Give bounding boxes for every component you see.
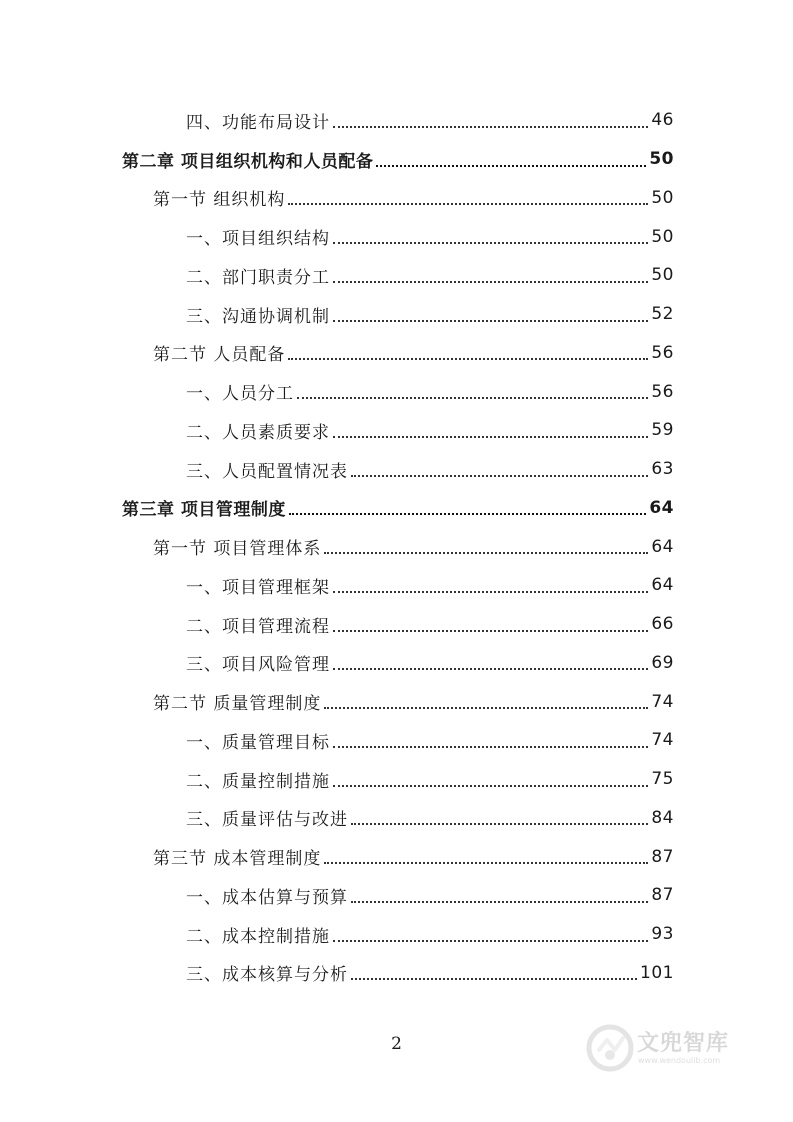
toc-dot-leader [376,164,646,167]
toc-entry-page: 46 [651,110,674,131]
toc-entry-page: 64 [649,497,674,518]
toc-entry-label: 二、成本控制措施 [186,926,330,947]
toc-entry-label: 第二节 人员配备 [153,345,286,366]
watermark-logo-icon [585,1020,635,1076]
toc-dot-leader [324,861,648,864]
toc-subsection-entry[interactable] [0,217,793,256]
toc-entry-label: 二、人员素质要求 [186,422,330,443]
toc-entry-label: 一、人员分工 [186,384,294,405]
toc-entry-page: 56 [651,342,674,363]
toc-dot-leader [333,629,648,632]
page-number: 2 [391,1034,402,1054]
toc-subsection-entry[interactable] [0,799,793,838]
toc-entry-label: 一、质量管理目标 [186,732,330,753]
toc-entry-page: 74 [651,691,674,712]
toc-dot-leader [333,241,648,244]
toc-dot-leader [333,590,648,593]
toc-entry-page: 101 [640,962,674,983]
toc-dot-leader [288,357,648,360]
toc-section-entry[interactable] [0,682,793,721]
toc-dot-leader [351,474,648,477]
toc-subsection-entry[interactable] [0,915,793,954]
toc-subsection-entry[interactable] [0,372,793,411]
toc-subsection-entry[interactable] [0,101,793,140]
toc-dot-leader [288,202,648,205]
toc-entry-page: 50 [651,265,674,286]
toc-dot-leader [333,784,648,787]
toc-dot-leader [333,939,648,942]
toc-dot-leader [351,977,637,980]
toc-dot-leader [351,900,648,903]
toc-entry-label: 二、项目管理流程 [186,616,330,637]
toc-entry-label: 一、成本估算与预算 [186,887,348,908]
toc-entry-page: 93 [651,924,674,945]
toc-subsection-entry[interactable] [0,876,793,915]
watermark [585,1018,760,1078]
toc-entry-page: 64 [651,575,674,596]
toc-entry-page: 50 [649,149,674,170]
toc-section-entry[interactable] [0,527,793,566]
toc-entry-page: 50 [651,226,674,247]
toc-entry-label: 四、功能布局设计 [186,112,330,133]
toc-entry-page: 75 [651,769,674,790]
toc-subsection-entry[interactable] [0,605,793,644]
toc-dot-leader [333,667,648,670]
toc-dot-leader [297,396,648,399]
toc-entry-label: 第一节 组织机构 [153,190,286,211]
toc-entry-page: 74 [651,730,674,751]
toc-entry-page: 50 [651,187,674,208]
toc-entry-label: 第二章 项目组织机构和人员配备 [122,151,374,172]
toc-dot-leader [351,822,648,825]
toc-subsection-entry[interactable] [0,295,793,334]
toc-subsection-entry[interactable] [0,450,793,489]
toc-entry-page: 87 [651,885,674,906]
toc-entry-page: 64 [651,536,674,557]
toc-entry-label: 三、项目风险管理 [186,655,330,676]
toc-entry-label: 三、质量评估与改进 [186,810,348,831]
toc-entry-label: 第三章 项目管理制度 [122,500,286,521]
toc-subsection-entry[interactable] [0,411,793,450]
toc-entry-page: 87 [651,846,674,867]
toc-subsection-entry[interactable] [0,566,793,605]
toc-entry-page: 56 [651,381,674,402]
toc-entry-label: 一、项目管理框架 [186,577,330,598]
toc-entry-label: 二、质量控制措施 [186,771,330,792]
table-of-contents [0,101,793,992]
toc-dot-leader [289,512,646,515]
toc-dot-leader [333,125,648,128]
toc-entry-label: 第二节 质量管理制度 [153,694,322,715]
toc-entry-page: 59 [651,420,674,441]
toc-subsection-entry[interactable] [0,721,793,760]
watermark-url: www.wendoulib.com [638,1056,721,1065]
toc-dot-leader [324,551,648,554]
toc-dot-leader [333,745,648,748]
toc-entry-label: 三、人员配置情况表 [186,461,348,482]
toc-chapter-entry[interactable] [0,489,793,528]
toc-dot-leader [324,706,648,709]
toc-section-entry[interactable] [0,179,793,218]
toc-entry-page: 52 [651,304,674,325]
toc-entry-label: 二、部门职责分工 [186,267,330,288]
toc-dot-leader [333,435,648,438]
toc-entry-label: 第三节 成本管理制度 [153,849,322,870]
toc-subsection-entry[interactable] [0,954,793,993]
toc-subsection-entry[interactable] [0,760,793,799]
toc-section-entry[interactable] [0,837,793,876]
toc-section-entry[interactable] [0,334,793,373]
toc-dot-leader [333,280,648,283]
toc-chapter-entry[interactable] [0,140,793,179]
toc-entry-page: 69 [651,652,674,673]
toc-entry-page: 63 [651,459,674,480]
toc-entry-label: 三、成本核算与分析 [186,965,348,986]
toc-subsection-entry[interactable] [0,644,793,683]
toc-entry-page: 84 [651,807,674,828]
toc-subsection-entry[interactable] [0,256,793,295]
toc-entry-label: 一、项目组织结构 [186,229,330,250]
toc-dot-leader [333,319,648,322]
watermark-brand: 文兜智库 [637,1031,730,1056]
toc-entry-label: 三、沟通协调机制 [186,306,330,327]
toc-entry-page: 66 [651,614,674,635]
toc-entry-label: 第一节 项目管理体系 [153,539,322,560]
